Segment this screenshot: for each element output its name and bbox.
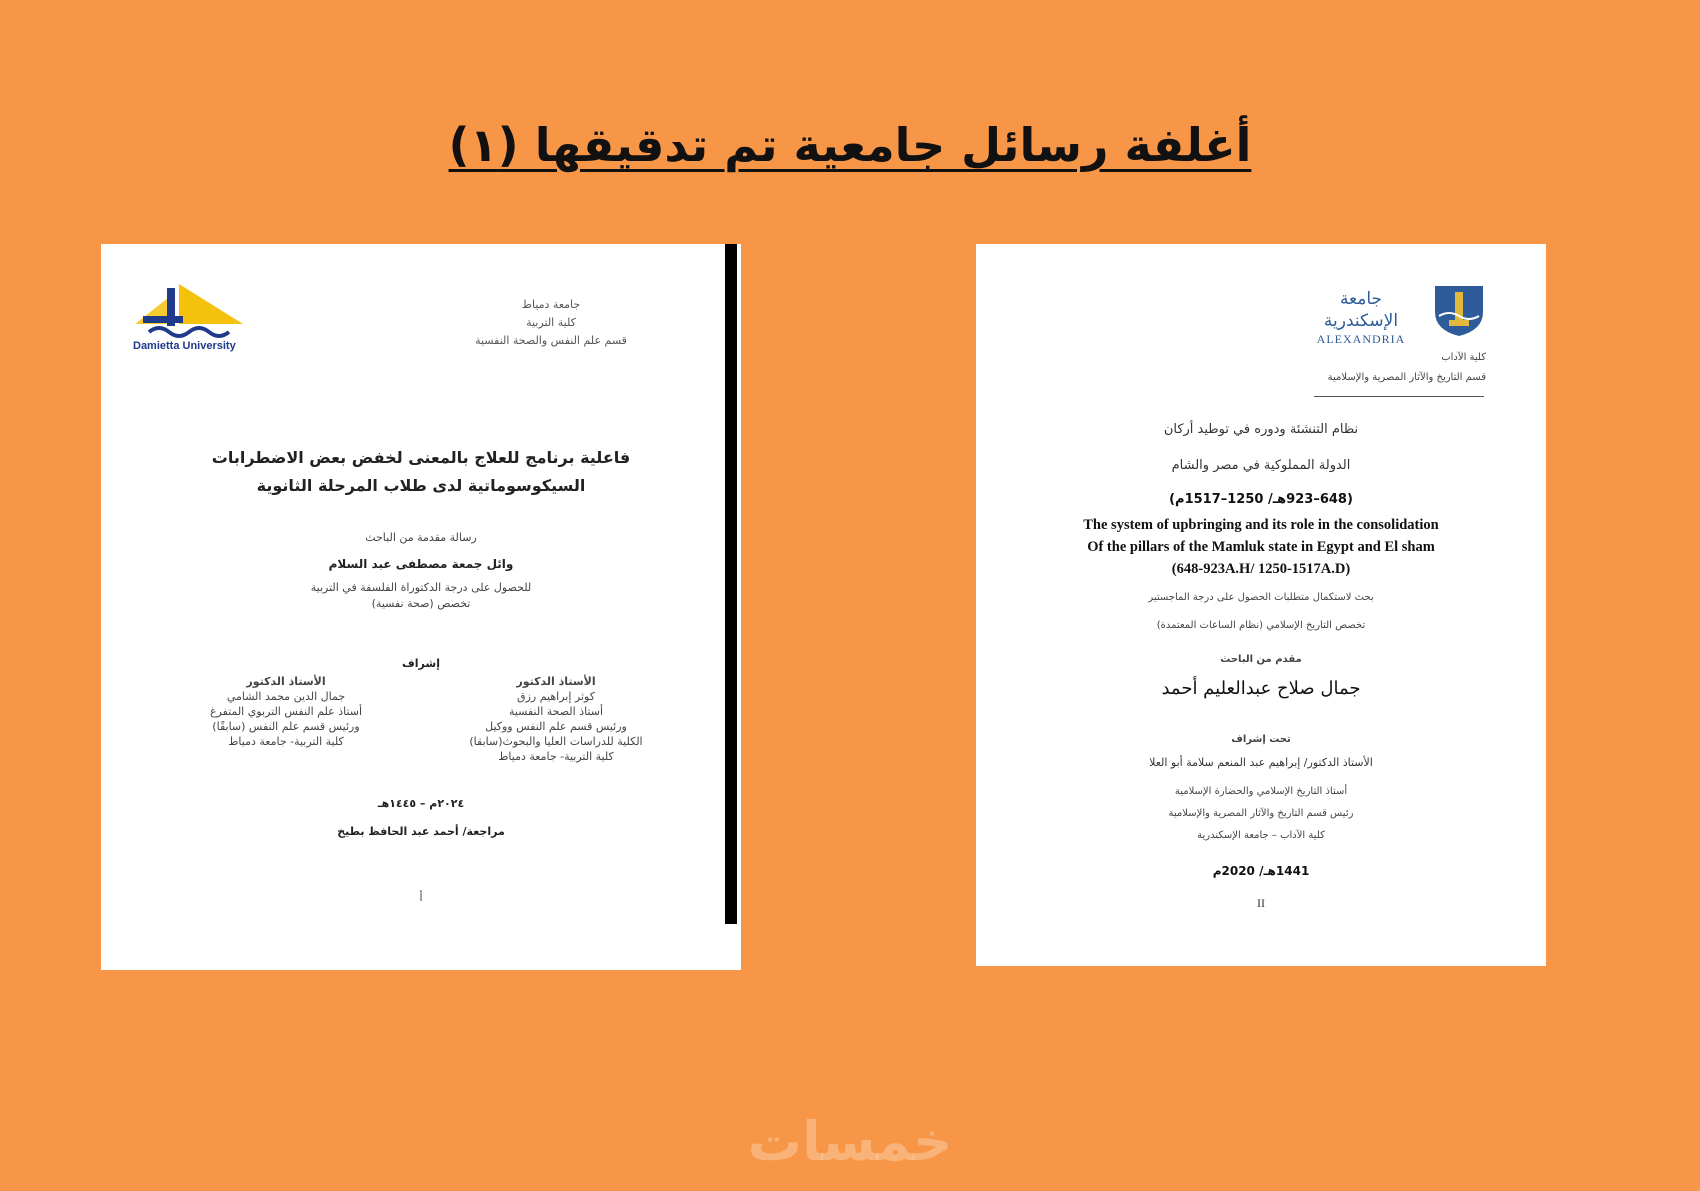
supervisor-line: الكلية للدراسات العليا والبحوث(سابقا) [469, 735, 643, 748]
header-faculty: كلية التربية [526, 316, 576, 329]
thesis-title-line: فاعلية برنامج للعلاج بالمعنى لخفض بعض الاضطرابات [211, 448, 631, 467]
supervisor-title: الأستاذ الدكتور [246, 675, 326, 688]
thesis-title-en [1006, 514, 1516, 580]
thesis-title-line: السيكوسوماتية لدى طلاب المرحلة الثانوية [256, 476, 586, 495]
degree-line: للحصول على درجة الدكتوراة الفلسفة في التربية [310, 581, 532, 594]
faculty-header [1286, 348, 1486, 388]
reviewer: مراجعة/ أحمد عبد الحافظ بطيخ [337, 825, 505, 838]
supervisor-line: كلية الآداب – جامعة الإسكندرية [1197, 830, 1325, 841]
alexandria-logo-wordmark [1306, 288, 1416, 347]
thesis-title-ar-line: نظام التنشئة ودوره في توطيد أركان [1163, 422, 1359, 437]
thesis-date: ٢٠٢٤م – ١٤٤٥هـ [377, 797, 465, 810]
damietta-logo-caption: Damietta University [133, 340, 236, 352]
page-mark: أ [419, 891, 423, 904]
alexandria-logo-ar: جامعة الإسكندرية [1323, 289, 1399, 331]
researcher-name: جمال صلاح عبدالعليم أحمد [1161, 678, 1361, 699]
thesis-title-ar-line: الدولة المملوكية في مصر والشام [1171, 458, 1351, 473]
alexandria-thesis-cover [976, 244, 1546, 966]
specialization-line: تخصص التاريخ الإسلامي (نظام الساعات المعتمدة) [1156, 620, 1366, 631]
thesis-title-en-line: Of the pillars of the Mamluk state in Egypt and El sham [1087, 539, 1435, 555]
alexandria-crest-icon [1431, 282, 1487, 338]
supervisor-line: كلية التربية- جامعة دمياط [498, 750, 614, 763]
specialization-line: تخصص (صحة نفسية) [371, 597, 471, 610]
submitted-by: مقدم من الباحث [1220, 654, 1302, 665]
header-university: جامعة دمياط [521, 298, 581, 311]
researcher-name: وائل جمعة مصطفى عبد السلام [328, 557, 514, 571]
faculty-header [421, 296, 681, 350]
watermark-logo: خمسات [747, 1110, 953, 1173]
page-edge-bar [725, 244, 737, 924]
thesis-date-ar: (648–923هـ/ 1250–1517م) [1169, 492, 1353, 507]
thesis-title-en-line: (648-923A.H/ 1250-1517A.D) [1171, 561, 1351, 577]
supervision-label: تحت إشراف [1231, 734, 1291, 745]
supervisor-line: أستاذ علم النفس التربوي المتفرغ [209, 705, 363, 718]
damietta-thesis-cover [101, 244, 741, 970]
supervisor-line: أستاذ الصحة النفسية [508, 705, 604, 718]
supervisor-line: كوثر إبراهيم رزق [517, 690, 595, 703]
supervisor-title: الأستاذ الدكتور [516, 675, 596, 688]
slide-title: أغلفة رسائل جامعية تم تدقيقها (١) [448, 118, 1252, 172]
supervision-label: إشراف [402, 657, 440, 670]
page-mark: II [1257, 896, 1265, 910]
supervisor-line: ورئيس قسم علم النفس (سابقًا) [212, 720, 360, 733]
supervisor-line: رئيس قسم التاريخ والآثار المصرية والإسلامية [1168, 808, 1354, 819]
thesis-date: 1441هـ/ 2020م [1212, 864, 1310, 878]
submitted-by: رسالة مقدمة من الباحث [365, 531, 477, 544]
header-divider [1314, 396, 1484, 397]
header-department: قسم التاريخ والآثار المصرية والإسلامية [1327, 372, 1486, 383]
header-faculty: كلية الآداب [1441, 352, 1486, 363]
supervisor-name: الأستاذ الدكتور/ إبراهيم عبد المنعم سلامة أبو العلا [1149, 756, 1373, 769]
thesis-title-en-line: The system of upbringing and its role in the consolidation [1083, 517, 1439, 533]
header-department: قسم علم النفس والصحة النفسية [475, 334, 627, 347]
thesis-title [171, 444, 671, 500]
supervisor-line: ورئيس قسم علم النفس ووكيل [485, 720, 627, 733]
supervisor-right [441, 674, 671, 764]
supervisor-line: كلية التربية- جامعة دمياط [228, 735, 344, 748]
supervisor-line: أستاذ التاريخ الإسلامي والحضارة الإسلامية [1174, 786, 1348, 797]
alexandria-logo-en: ALEXANDRIA [1316, 332, 1406, 346]
research-note: بحث لاستكمال متطلبات الحصول على درجة الماجستير [1148, 592, 1374, 603]
supervisor-left [171, 674, 401, 749]
supervisor-line: جمال الدين محمد الشامي [226, 690, 346, 703]
